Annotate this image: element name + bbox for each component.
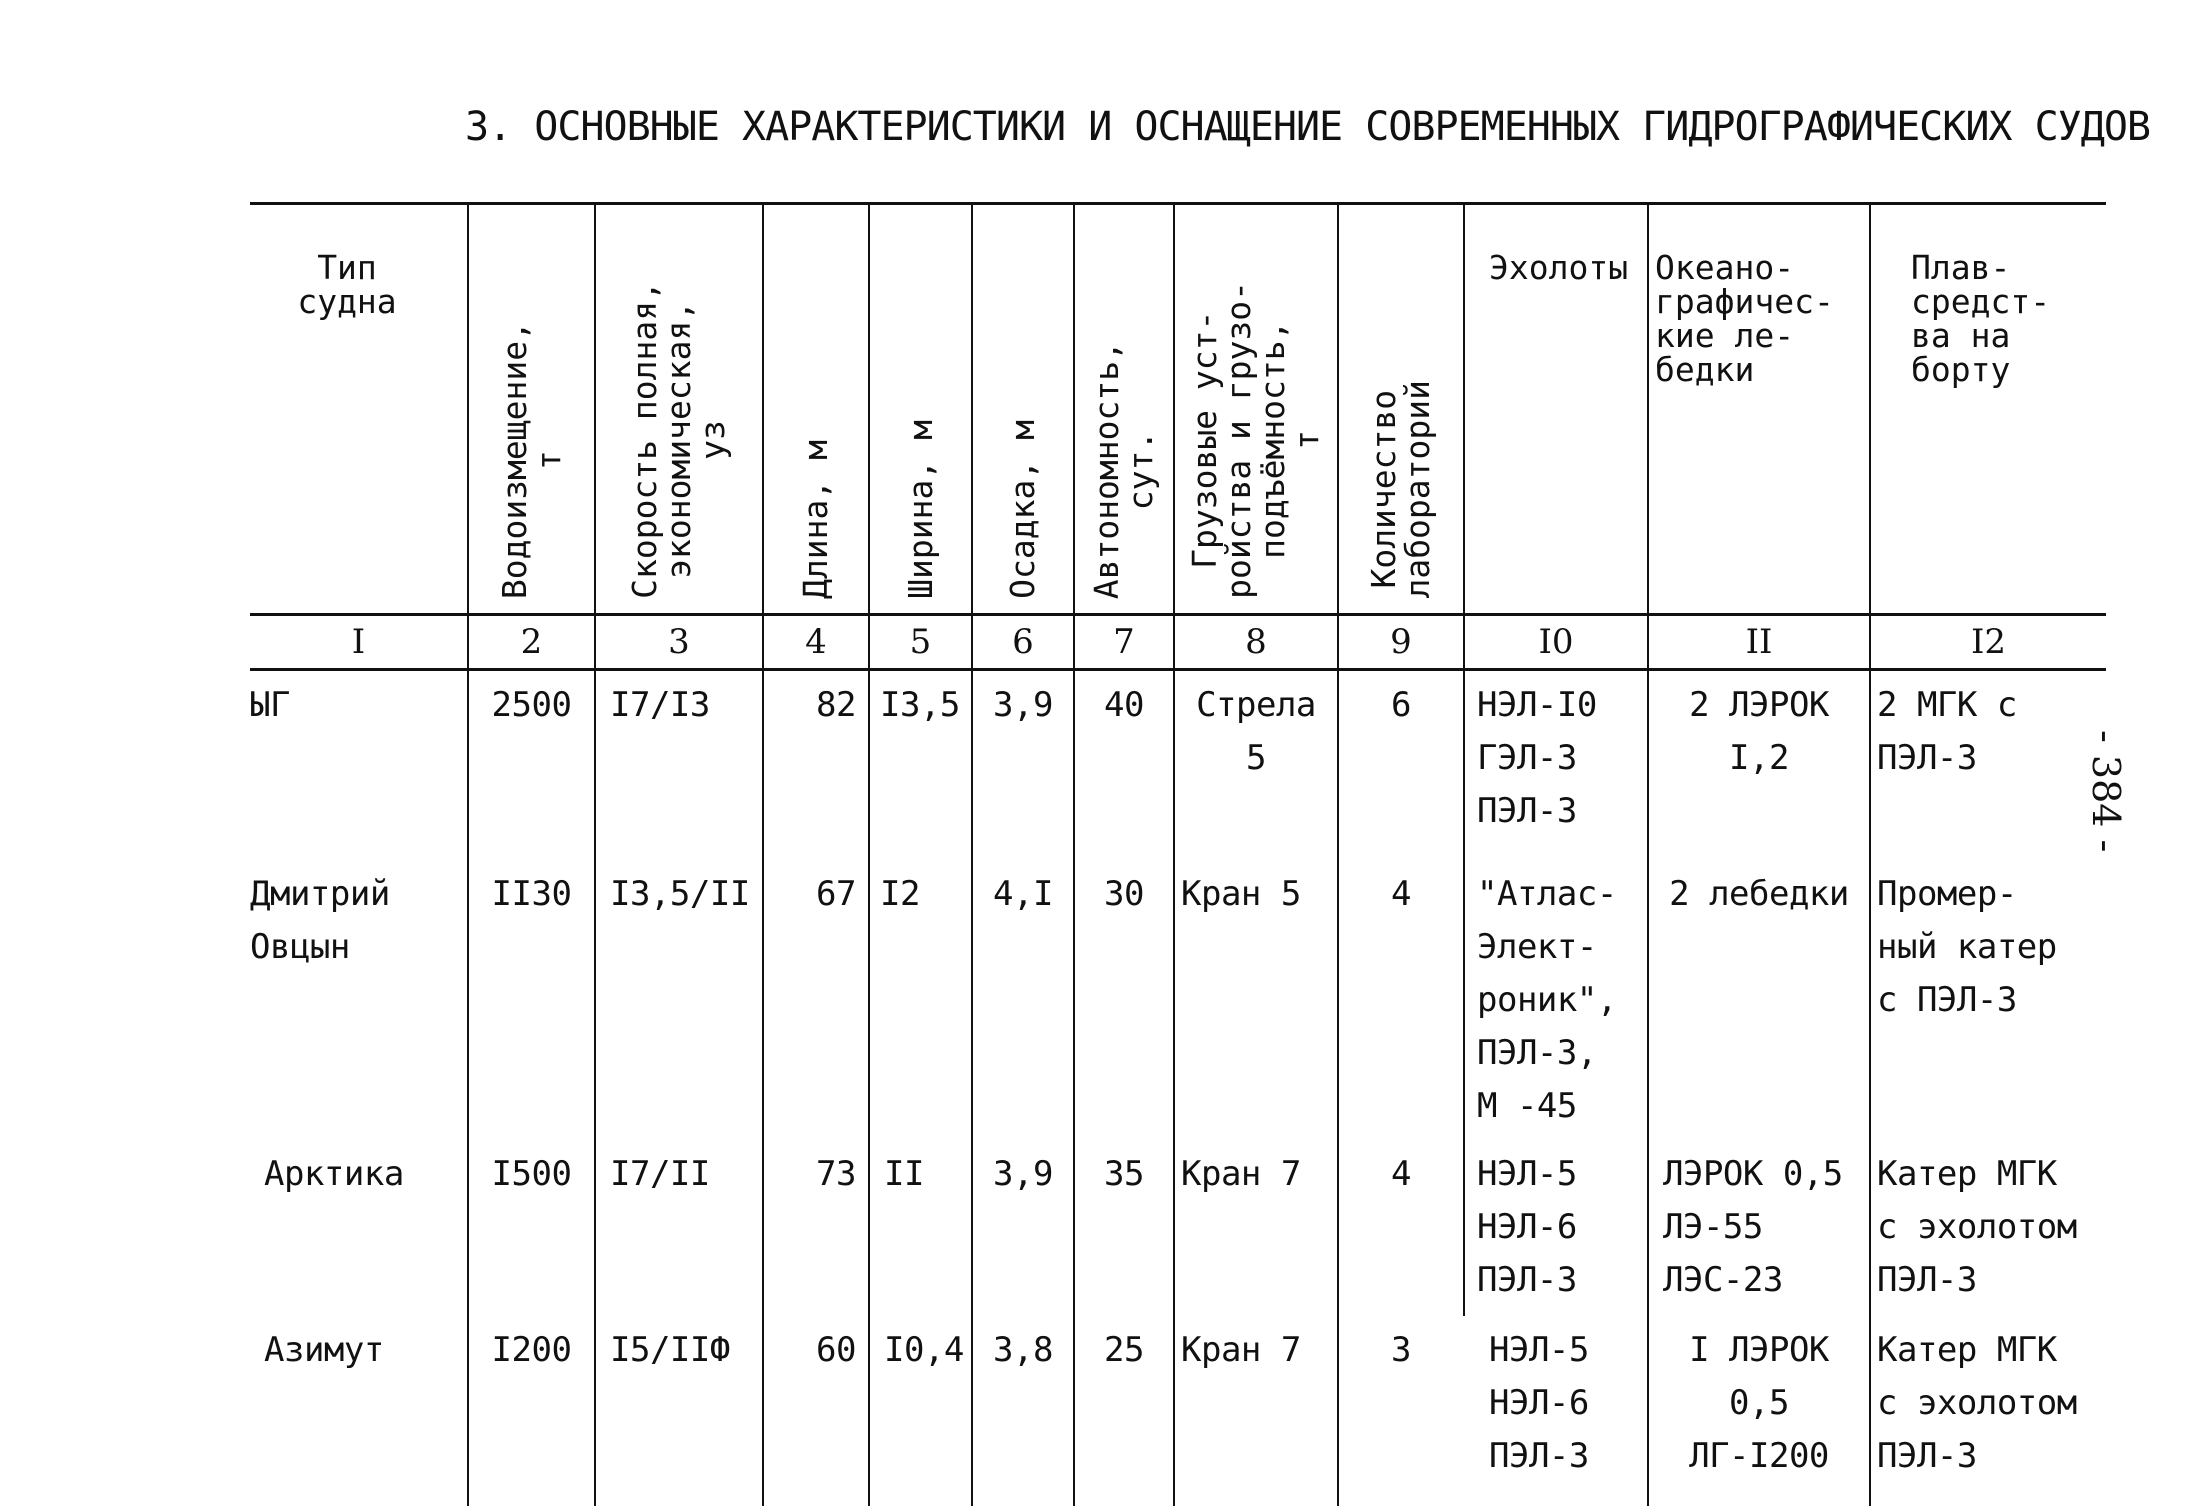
- header-winches: Океано- графичес- кие ле- бедки: [1648, 204, 1870, 615]
- column-number: 7: [1074, 615, 1174, 670]
- width-cell: I2: [869, 860, 972, 1140]
- winches-cell: I ЛЭРОК 0,5 ЛГ-I200: [1648, 1316, 1870, 1506]
- cargo-devices-cell: Кран 7: [1174, 1140, 1338, 1316]
- header-boats: Плав- средст- ва на борту: [1870, 204, 2106, 615]
- column-number: II: [1648, 615, 1870, 670]
- speed-cell: I3,5/II: [595, 860, 763, 1140]
- length-cell: 82: [763, 670, 869, 860]
- header-cargo-devices: Грузовые уст- ройства и грузо- подъёмность, т: [1174, 204, 1338, 615]
- header-autonomy: Автономность, сут.: [1074, 204, 1174, 615]
- boats-cell: Промер- ный катер с ПЭЛ-3: [1870, 860, 2106, 1140]
- ship-type-cell: Арктика: [264, 1153, 404, 1194]
- width-cell: I3,5: [869, 670, 972, 860]
- boats-cell: 2 МГК с ПЭЛ-3: [1870, 670, 2106, 860]
- cargo-devices-cell: Кран 7: [1174, 1316, 1338, 1506]
- column-number: 5: [869, 615, 972, 670]
- page-number: - 384 -: [2084, 730, 2128, 853]
- column-number: I2: [1870, 615, 2106, 670]
- ship-type-cell: Азимут: [264, 1329, 384, 1370]
- page-title: 3. ОСНОВНЫЕ ХАРАКТЕРИСТИКИ И ОСНАЩЕНИЕ СОВРЕМЕННЫХ ГИДРОГРАФИЧЕСКИХ СУДОВ: [465, 104, 2150, 150]
- draft-cell: 3,8: [972, 1316, 1074, 1506]
- table-row: [250, 1140, 2106, 1316]
- header-ship-type: Тип судна: [250, 204, 468, 615]
- boats-cell: Катер МГК с эхолотом ПЭЛ-3: [1870, 1140, 2106, 1316]
- laboratories-cell: 3: [1338, 1316, 1464, 1506]
- draft-cell: 3,9: [972, 1140, 1074, 1316]
- ship-type-cell: Дмитрий Овцын: [250, 873, 390, 967]
- autonomy-cell: 30: [1074, 860, 1174, 1140]
- cargo-devices-cell: Стрела 5: [1174, 670, 1338, 860]
- boats-cell: Катер МГК с эхолотом ПЭЛ-3: [1870, 1316, 2106, 1506]
- header-speed: Скорость полная, экономическая, уз: [595, 204, 763, 615]
- displacement-cell: 2500: [468, 670, 595, 860]
- displacement-cell: I200: [468, 1316, 595, 1506]
- winches-cell: 2 лебедки: [1648, 860, 1870, 1140]
- draft-cell: 3,9: [972, 670, 1074, 860]
- speed-cell: I5/IIФ: [595, 1316, 763, 1506]
- autonomy-cell: 40: [1074, 670, 1174, 860]
- ship-type-cell: ЫГ: [250, 685, 290, 725]
- winches-cell: ЛЭРОК 0,5 ЛЭ-55 ЛЭС-23: [1648, 1140, 1870, 1316]
- displacement-cell: II30: [468, 860, 595, 1140]
- table-row: [250, 1316, 2106, 1506]
- column-number: 2: [468, 615, 595, 670]
- length-cell: 60: [763, 1316, 869, 1506]
- displacement-cell: I500: [468, 1140, 595, 1316]
- header-width: Ширина, м: [869, 204, 972, 615]
- width-cell: I0,4: [869, 1316, 972, 1506]
- echo-sounders-cell: НЭЛ-I0 ГЭЛ-3 ПЭЛ-3: [1464, 670, 1648, 860]
- autonomy-cell: 25: [1074, 1316, 1174, 1506]
- laboratories-cell: 4: [1338, 860, 1464, 1140]
- cargo-devices-cell: Кран 5: [1174, 860, 1338, 1140]
- draft-cell: 4,I: [972, 860, 1074, 1140]
- winches-cell: 2 ЛЭРОК I,2: [1648, 670, 1870, 860]
- echo-sounders-cell: НЭЛ-5 НЭЛ-6 ПЭЛ-3: [1464, 1140, 1648, 1316]
- column-number: 6: [972, 615, 1074, 670]
- length-cell: 67: [763, 860, 869, 1140]
- column-number: 4: [763, 615, 869, 670]
- column-number: 9: [1338, 615, 1464, 670]
- table-row: [250, 860, 2106, 1140]
- width-cell: II: [869, 1140, 972, 1316]
- speed-cell: I7/I3: [595, 670, 763, 860]
- laboratories-cell: 6: [1338, 670, 1464, 860]
- header-echo-sounders: Эхолоты: [1464, 204, 1648, 615]
- column-number: I0: [1464, 615, 1648, 670]
- column-numbers-row: [250, 615, 2106, 670]
- column-number: I: [250, 615, 468, 670]
- header-row: [250, 204, 2106, 615]
- header-displacement: Водоизмещение, т: [468, 204, 595, 615]
- echo-sounders-cell: НЭЛ-5 НЭЛ-6 ПЭЛ-3: [1489, 1329, 1589, 1476]
- header-draft: Осадка, м: [972, 204, 1074, 615]
- laboratories-cell: 4: [1338, 1140, 1464, 1316]
- ship-characteristics-table: [250, 202, 2106, 1506]
- speed-cell: I7/II: [595, 1140, 763, 1316]
- table-row: [250, 670, 2106, 860]
- length-cell: 73: [763, 1140, 869, 1316]
- header-length: Длина, м: [763, 204, 869, 615]
- column-number: 8: [1174, 615, 1338, 670]
- autonomy-cell: 35: [1074, 1140, 1174, 1316]
- column-number: 3: [595, 615, 763, 670]
- echo-sounders-cell: "Атлас- Элект- роник", ПЭЛ-3, М -45: [1464, 860, 1648, 1140]
- header-laboratories: Количество лабораторий: [1338, 204, 1464, 615]
